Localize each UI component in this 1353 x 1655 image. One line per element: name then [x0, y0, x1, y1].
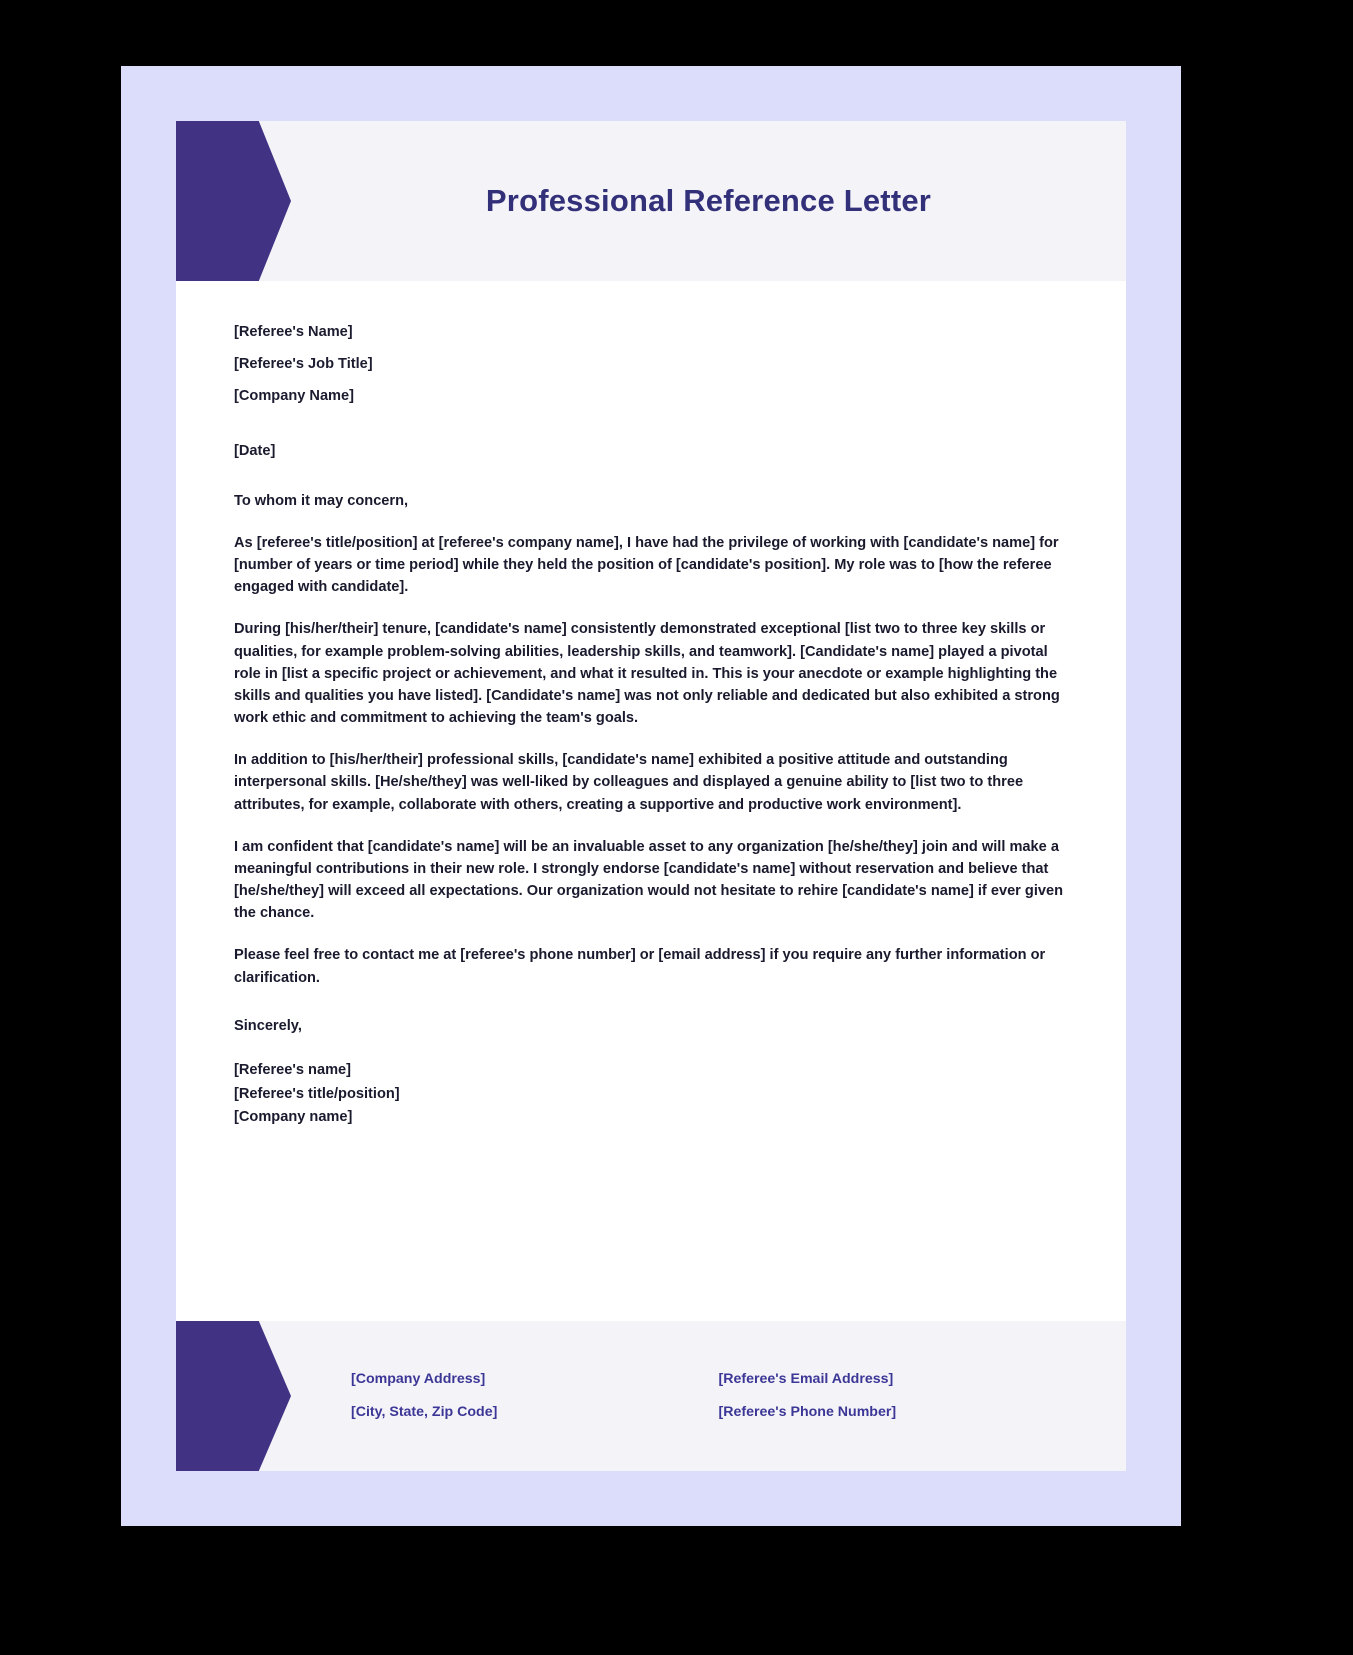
page-border-frame: [121, 66, 1181, 1526]
body-paragraph-3: In addition to [his/her/their] professional skills, [candidate's name] exhibited a positive attitude and outstanding interpersonal skills. [He/she/they] was well-liked by colleagues and displayed a genuine ability to [list two to three attributes, for example, collaborate with others, creating a supportive and productive work environment].: [234, 752, 1024, 813]
footer-email-address: [Referee's Email Address]: [718, 1370, 894, 1387]
letter-footer: [176, 1321, 1126, 1471]
recipient-block: [234, 321, 1068, 408]
body-paragraph-1: As [referee's title/position] at [referee's company name], I have had the privilege of working with [candidate's name] for [number of years or time period] while they held the position of [candidate's position]. My role was to [how the referee engaged with candidate].: [234, 534, 1059, 596]
body-paragraph-4: I am confident that [candidate's name] will be an invaluable asset to any organization [he/she/they] join and will make a meaningful contributions in their new role. I strongly endorse [candidate's name] without reservation and believe that [he/she/they] will exceed all expectations. Our organization would not hesitate to rehire [candidate's name] if ever given the chance.: [234, 838, 1064, 922]
footer-city-state-zip: [City, State, Zip Code]: [351, 1404, 498, 1420]
letter-page: [176, 121, 1126, 1471]
referee-job-title-line: [Referee's Job Title]: [234, 356, 373, 373]
header-accent-arrow-icon: [176, 121, 291, 281]
page-title: Professional Reference Letter: [485, 183, 932, 218]
signature-title: [Referee's title/position]: [234, 1085, 400, 1102]
spacer: [234, 418, 1068, 440]
signature-name: [Referee's name]: [234, 1061, 352, 1078]
salutation: To whom it may concern,: [234, 492, 409, 509]
footer-contact-column: [719, 1363, 1087, 1430]
signature-company: [Company name]: [234, 1109, 353, 1126]
signature-block: [234, 1059, 1068, 1130]
letter-body: [176, 281, 1126, 1130]
footer-accent-arrow-icon: [176, 1321, 291, 1471]
footer-address-column: [351, 1363, 719, 1430]
letter-header: [176, 121, 1126, 281]
body-paragraph-5: Please feel free to contact me at [referee's phone number] or [email address] if you require any further information or clarification.: [234, 947, 1046, 986]
body-paragraph-2: During [his/her/their] tenure, [candidate's name] consistently demonstrated exceptional [list two to three key skills or qualities, for example problem-solving abilities, leadership skills, and teamwork]. [Candidate's name] played a pivotal role in [list a specific project or achievement, and what it resulted in. This is your anecdote or example highlighting the skills and qualities you have listed]. [Candidate's name] was not only reliable and dedicated but also exhibited a strong work ethic and commitment to achieving the team's goals.: [234, 621, 1060, 727]
referee-name-line: [Referee's Name]: [234, 324, 353, 340]
company-name-line: [Company Name]: [234, 388, 355, 405]
footer-phone-number: [Referee's Phone Number]: [718, 1404, 897, 1420]
date-line: [Date]: [234, 442, 276, 459]
footer-company-address: [Company Address]: [351, 1370, 486, 1387]
closing-line: Sincerely,: [234, 1017, 302, 1034]
footer-contact-columns: [291, 1321, 1126, 1471]
